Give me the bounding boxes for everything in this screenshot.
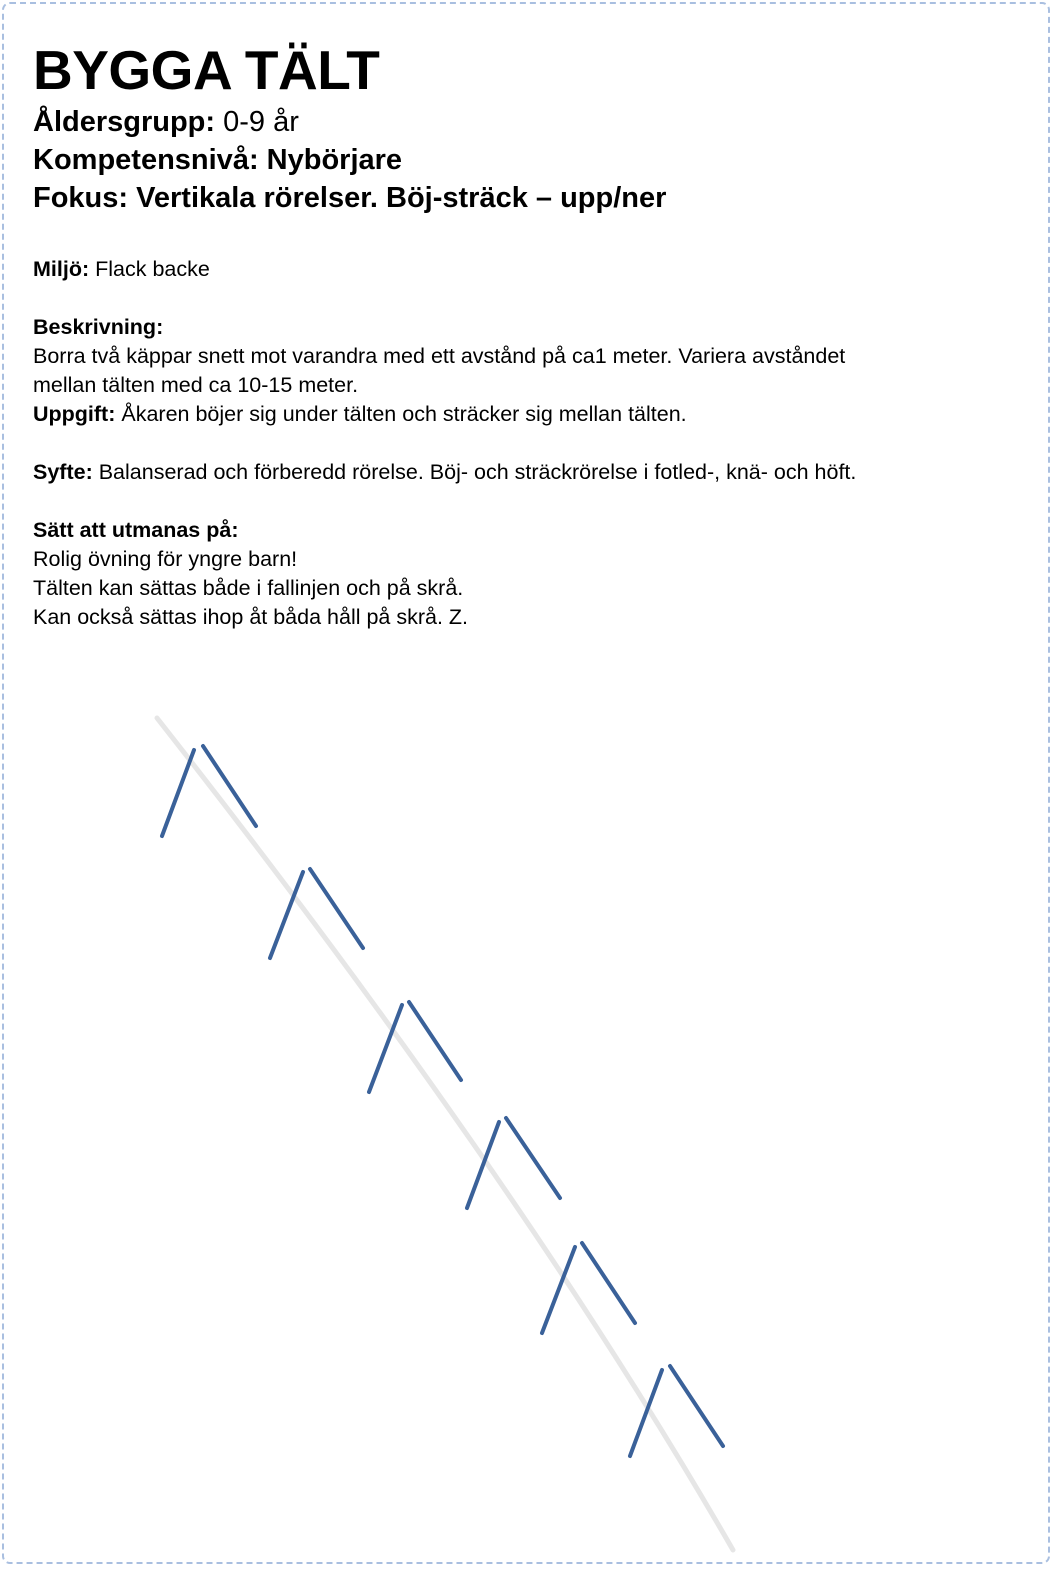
- level-line: [33, 141, 1023, 179]
- challenge-line-3: Kan också sättas ihop åt båda håll på skrå. Z.: [33, 605, 469, 629]
- challenge-label: Sätt att utmanas på:: [33, 518, 239, 542]
- age-group-value: 0-9 år: [223, 106, 299, 138]
- meta-block: [33, 103, 1023, 217]
- environment-value: Flack backe: [95, 257, 210, 281]
- focus-label: Fokus:: [33, 182, 129, 214]
- description-line-2: mellan tälten med ca 10-15 meter.: [33, 373, 359, 397]
- purpose-label: Syfte:: [33, 460, 93, 484]
- environment-label: Miljö:: [33, 257, 90, 281]
- body-text: [33, 255, 1023, 632]
- focus-value: Vertikala rörelser. Böj-sträck – upp/ner: [136, 182, 667, 214]
- task-value: Åkaren böjer sig under tälten och sträcker sig mellan tälten.: [121, 402, 687, 426]
- age-group-label: Åldersgrupp:: [33, 106, 216, 138]
- challenge-line-2: Tälten kan sättas både i fallinjen och på skrå.: [33, 576, 464, 600]
- purpose-value: Balanserad och förberedd rörelse. Böj- och sträckrörelse i fotled-, knä- och höft.: [98, 460, 857, 484]
- exercise-content: [33, 40, 1023, 632]
- challenge-line-1: Rolig övning för yngre barn!: [33, 547, 298, 571]
- task-label: Uppgift:: [33, 402, 116, 426]
- age-group-line: [33, 103, 1023, 141]
- description-line-1: Borra två käppar snett mot varandra med ett avstånd på ca1 meter. Variera avståndet: [33, 344, 846, 368]
- focus-line: [33, 179, 1023, 217]
- page-title: BYGGA TÄLT: [33, 39, 380, 101]
- description-label: Beskrivning:: [33, 315, 164, 339]
- level-label: Kompetensnivå:: [33, 144, 259, 176]
- level-value: Nybörjare: [266, 144, 403, 176]
- task-line: [33, 400, 1023, 429]
- environment-line: [33, 255, 1023, 284]
- purpose-line: [33, 458, 1023, 487]
